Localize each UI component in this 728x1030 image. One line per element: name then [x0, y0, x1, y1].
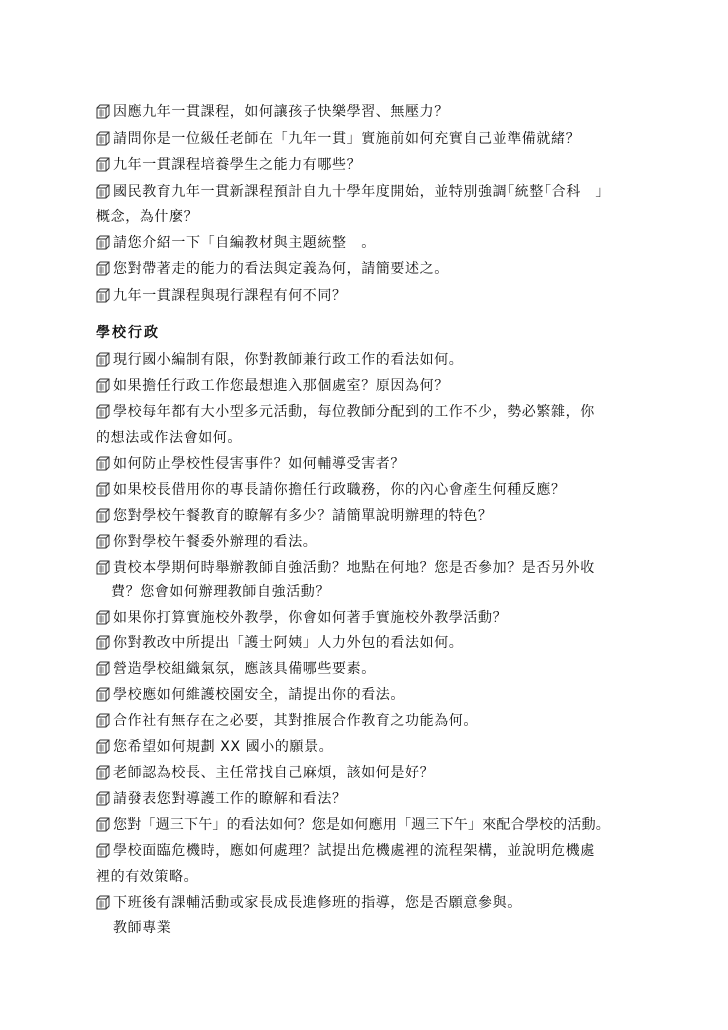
question-bullet-icon	[96, 609, 110, 625]
list-item-continuation	[96, 205, 642, 229]
list-item	[96, 452, 642, 476]
list-item	[96, 153, 642, 177]
list-item	[96, 709, 642, 733]
item-text: 請問你是一位級任老師在「九年一貫」實施前如何充實自己並準備就緒？	[113, 131, 581, 147]
item-text: 合作社有無存在之必要，其對推展合作教育之功能為何。	[113, 713, 478, 729]
question-bullet-icon	[96, 533, 110, 549]
list-item	[96, 657, 642, 681]
question-bullet-icon	[96, 842, 110, 858]
item-text: 如果擔任行政工作您最想進入那個處室？原因為何？	[113, 378, 449, 394]
question-bullet-icon	[96, 816, 110, 832]
list-item	[96, 606, 642, 630]
list-item	[96, 478, 642, 502]
question-bullet-icon	[96, 712, 110, 728]
question-bullet-icon	[96, 660, 110, 676]
list-item	[96, 839, 642, 863]
item-text: 裡的有效策略。	[96, 869, 199, 885]
item-text: 學校每年都有大小型多元活動，每位教師分配到的工作不少，勢必繁雜，你	[113, 404, 595, 420]
list-item	[96, 127, 642, 151]
item-text: 請發表您對導護工作的瞭解和看法？	[113, 791, 347, 807]
list-item-continuation	[96, 426, 642, 450]
item-text: 九年一貫課程與現行課程有何不同？	[113, 288, 347, 304]
item-text: 你對教改中所提出「護士阿姨」人力外包的看法如何。	[113, 635, 464, 651]
item-text: 因應九年一貫課程，如何讓孩子快樂學習、無壓力？	[113, 104, 449, 120]
question-bullet-icon	[96, 790, 110, 806]
list-item	[96, 400, 642, 424]
list-item	[96, 813, 642, 837]
question-bullet-icon	[96, 686, 110, 702]
question-bullet-icon	[96, 103, 110, 119]
list-item	[96, 504, 642, 528]
list-item	[96, 180, 642, 204]
question-bullet-icon	[96, 156, 110, 172]
item-text: 如果你打算實施校外教學，你會如何著手實施校外教學活動？	[113, 610, 508, 626]
question-bullet-icon	[96, 351, 110, 367]
item-text: 概念，為什麼？	[96, 209, 199, 225]
item-text: 您希望如何規劃 XX 國小的願景。	[113, 739, 334, 755]
question-bullet-icon	[96, 894, 110, 910]
item-text: 您對帶著走的能力的看法與定義為何，請簡要述之。	[113, 261, 449, 277]
list-item-continuation	[96, 865, 642, 889]
list-item	[96, 284, 642, 308]
item-text: 現行國小編制有限，你對教師兼行政工作的看法如何。	[113, 352, 464, 368]
item-text: 學校面臨危機時，應如何處理？試提出危機處裡的流程架構，並說明危機處	[113, 843, 595, 859]
list-item	[96, 257, 642, 281]
question-bullet-icon	[96, 507, 110, 523]
question-bullet-icon	[96, 377, 110, 393]
question-bullet-icon	[96, 130, 110, 146]
item-text: 請您介紹一下「自編教材與主題統整 。	[113, 235, 376, 251]
item-text: 老師認為校長、主任常找自己麻煩，該如何是好？	[113, 765, 435, 781]
item-text: 您對學校午餐教育的瞭解有多少？請簡單說明辦理的特色？	[113, 508, 493, 524]
item-text: 營造學校組織氣氛，應該具備哪些要素。	[113, 661, 376, 677]
question-bullet-icon	[96, 481, 110, 497]
question-bullet-icon	[96, 455, 110, 471]
list-item	[96, 374, 642, 398]
list-item	[96, 231, 642, 255]
question-bullet-icon	[96, 764, 110, 780]
item-text: 貴校本學期何時舉辦教師自強活動？地點在何地？您是否參加？是否另外收	[113, 560, 595, 576]
question-bullet-icon	[96, 287, 110, 303]
question-bullet-icon	[96, 183, 110, 199]
list-item	[96, 761, 642, 785]
item-text: 你對學校午餐委外辦理的看法。	[113, 534, 318, 550]
item-text: 您對「週三下午」的看法如何？您是如何應用「週三下午」來配合學校的活動。	[113, 817, 610, 833]
item-text: 學校應如何維護校園安全，請提出你的看法。	[113, 687, 405, 703]
item-text: 如何防止學校性侵害事件？如何輔導受害者？	[113, 456, 405, 472]
section-heading-text: 教師專業	[113, 920, 172, 936]
list-item	[96, 556, 642, 580]
list-item	[96, 891, 642, 915]
list-item	[96, 631, 642, 655]
item-text: 費？您會如何辦理教師自強活動？	[111, 584, 330, 600]
section-heading	[96, 321, 642, 345]
list-item	[96, 683, 642, 707]
question-bullet-icon	[96, 403, 110, 419]
question-bullet-icon	[96, 738, 110, 754]
item-text: 國民教育九年一貫新課程預計自九十學年度開始，並特別強調｢統整｢合科 」	[113, 184, 610, 200]
list-item	[96, 100, 642, 124]
list-item	[96, 530, 642, 554]
list-item	[96, 735, 642, 759]
item-text: 下班後有課輔活動或家長成長進修班的指導，您是否願意參與。	[113, 895, 522, 911]
section-heading	[113, 916, 642, 940]
item-text: 的想法或作法會如何。	[96, 430, 242, 446]
list-item	[96, 787, 642, 811]
question-bullet-icon	[96, 559, 110, 575]
list-item	[96, 348, 642, 372]
item-text: 如果校長借用你的專長請你擔任行政職務，你的內心會產生何種反應？	[113, 482, 566, 498]
item-text: 九年一貫課程培養學生之能力有哪些？	[113, 157, 362, 173]
list-item-continuation	[111, 580, 642, 604]
question-bullet-icon	[96, 634, 110, 650]
section-heading-text: 學校行政	[96, 325, 160, 341]
question-bullet-icon	[96, 234, 110, 250]
question-bullet-icon	[96, 260, 110, 276]
